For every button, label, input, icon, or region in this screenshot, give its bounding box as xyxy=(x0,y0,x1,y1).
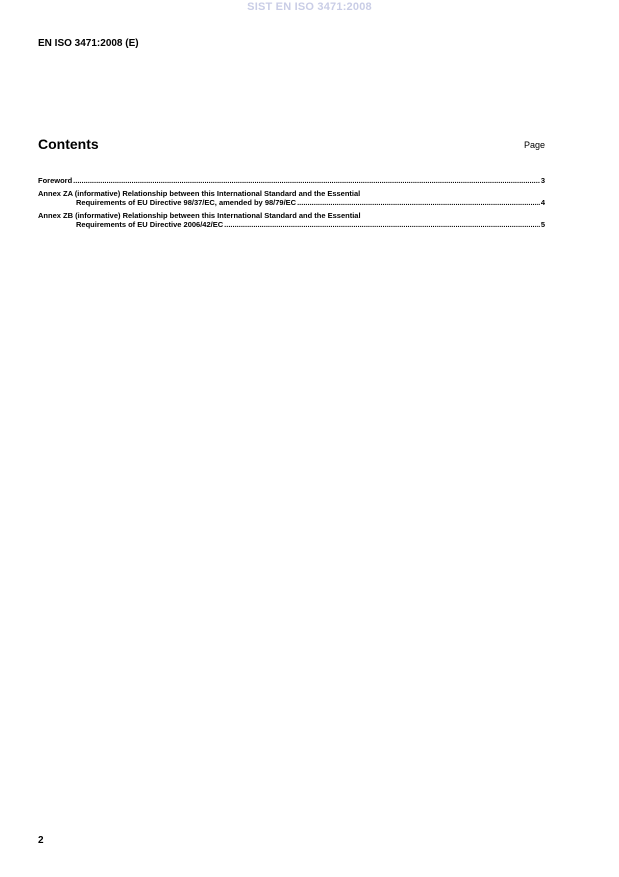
toc-entry-page: 3 xyxy=(540,176,545,185)
page-column-label: Page xyxy=(523,140,545,150)
contents-header xyxy=(38,136,545,156)
dot-leader xyxy=(73,176,540,186)
contents-title: Contents xyxy=(38,136,99,152)
watermark: SIST EN ISO 3471:2008 xyxy=(247,1,372,13)
toc-entry-foreword[interactable] xyxy=(38,176,545,186)
toc-entry-title: Annex ZB (informative) Relationship between this International Standard and the Essential xyxy=(38,210,361,220)
toc-entry-title: Foreword xyxy=(38,176,73,185)
dot-leader xyxy=(224,220,540,230)
toc-entry-page: 5 xyxy=(540,220,545,229)
toc-entry-annex-zb[interactable] xyxy=(38,211,545,230)
toc-entry-title-continued: Requirements of EU Directive 98/37/EC, amended by 98/79/EC xyxy=(76,198,297,207)
toc-entry-title-continued: Requirements of EU Directive 2006/42/EC xyxy=(76,220,224,229)
dot-leader xyxy=(297,198,540,208)
toc-entry-annex-za[interactable] xyxy=(38,189,545,208)
document-id: EN ISO 3471:2008 (E) xyxy=(38,38,139,49)
toc-entry-page: 4 xyxy=(540,198,545,207)
page-number: 2 xyxy=(38,835,44,846)
toc-entry-title: Annex ZA (informative) Relationship between this International Standard and the Essential xyxy=(38,188,361,198)
table-of-contents xyxy=(38,176,545,233)
